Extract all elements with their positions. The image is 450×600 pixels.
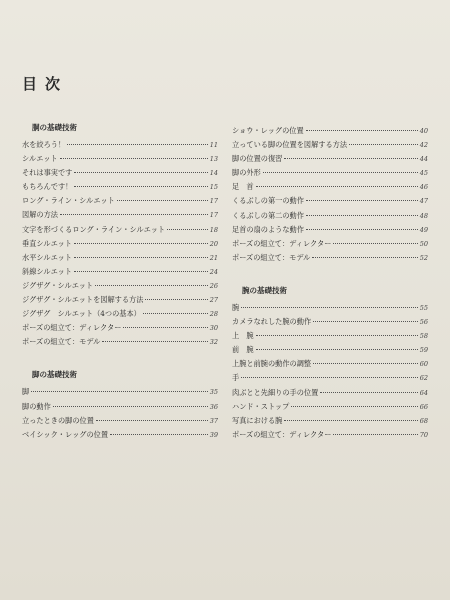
toc-entry-title: 上 腕 <box>232 331 254 341</box>
toc-page-number: 55 <box>419 303 428 312</box>
toc-entry-title: 腕 <box>232 302 240 312</box>
toc-page-number: 68 <box>419 416 428 425</box>
toc-entry <box>22 295 218 309</box>
toc-page-number: 35 <box>209 388 218 397</box>
dot-leader <box>313 321 418 322</box>
toc-entry-title: 脚 <box>22 387 30 397</box>
dot-leader <box>284 420 417 421</box>
dot-leader <box>284 158 417 159</box>
toc-entry <box>22 337 218 351</box>
toc-page-number: 26 <box>209 281 218 290</box>
dot-leader <box>306 215 418 216</box>
dot-leader <box>256 186 418 187</box>
toc-entry-title: ジグザグ・シルエットを図解する方法 <box>22 295 144 305</box>
toc-entry-title: ショウ・レッグの位置 <box>232 126 304 135</box>
toc-entry <box>22 168 218 182</box>
toc-page-number: 20 <box>209 239 218 248</box>
toc-entry <box>232 388 428 402</box>
toc-entry-title: 前 腕 <box>232 345 254 355</box>
toc-page-number: 27 <box>209 296 218 305</box>
dot-leader <box>306 229 418 230</box>
toc-page-number: 42 <box>419 141 428 150</box>
toc-entry-title: ポーズの組立て：モデル <box>22 337 101 347</box>
toc-section-heading: 腕の基礎技術 <box>242 285 287 295</box>
toc-entry-title: ロング・ライン・シルエット <box>22 196 115 206</box>
toc-entry-title: 斜線シルエット <box>22 266 72 276</box>
toc-page-number: 47 <box>419 197 428 206</box>
toc-entry <box>232 359 428 373</box>
dot-leader <box>256 349 418 350</box>
toc-entry-title: 手 <box>232 373 240 383</box>
dot-leader <box>241 377 418 378</box>
toc-entry <box>22 281 218 295</box>
toc-entry-title: 文字を形づくるロング・ライン・シルエット <box>22 224 166 234</box>
toc-page-number: 64 <box>419 388 428 397</box>
toc-entry-title: 水を絞ろう！ <box>22 140 66 149</box>
toc-page-number: 17 <box>209 197 218 206</box>
toc-entry-title: 立っている脚の位置を図解する方法 <box>232 140 348 150</box>
toc-entry-title: 図解の方法 <box>22 210 58 220</box>
dot-leader <box>74 172 207 173</box>
toc-section-heading: 胴の基礎技術 <box>32 123 77 132</box>
toc-entry-title: ジグザグ・シルエット <box>22 280 94 290</box>
toc-entry-title: ジグザグ シルエット（4つの基本） <box>22 309 141 319</box>
toc-page-number: 30 <box>209 324 218 333</box>
toc-entry <box>22 140 218 154</box>
dot-leader <box>74 243 208 244</box>
toc-entry-title: くるぶしの第二の動作 <box>232 210 304 220</box>
toc-entry-title: 脚の外形 <box>232 168 261 178</box>
toc-entry-title: 立ったときの脚の位置 <box>22 415 94 425</box>
dot-leader <box>263 172 418 173</box>
toc-entry-title: 上腕と前腕の動作の調整 <box>232 359 312 369</box>
toc-entry <box>232 140 428 154</box>
toc-page-number: 44 <box>419 155 428 164</box>
toc-page-number: 62 <box>419 374 428 383</box>
toc-entry <box>22 402 218 416</box>
dot-leader <box>320 392 417 393</box>
toc-entry <box>22 182 218 196</box>
toc-page-number: 58 <box>419 332 428 341</box>
toc-page-number: 50 <box>419 239 428 248</box>
toc-entry <box>232 168 428 182</box>
toc-entry <box>22 239 218 253</box>
toc-entry-title: 脚の動作 <box>22 401 51 411</box>
toc-entry-title: ベイシック・レッグの位置 <box>22 429 109 439</box>
toc-entry-title: もちろんです！ <box>22 182 73 192</box>
toc-page-number: 17 <box>209 211 218 220</box>
page-title: 目次 <box>22 75 69 93</box>
dot-leader <box>74 271 208 272</box>
toc-entry <box>232 211 428 225</box>
toc-entry <box>232 430 428 444</box>
toc-entry-title: ポーズの組立て：ディレクター <box>232 238 332 248</box>
toc-entry <box>232 154 428 168</box>
dot-leader <box>95 285 208 286</box>
dot-leader <box>167 229 208 230</box>
toc-entry-title: 肉ぶとと先細りの手の位置 <box>232 387 319 397</box>
toc-entry-title: くるぶしの第一の動作 <box>232 196 304 206</box>
toc-page-number: 39 <box>209 430 218 439</box>
toc-page-number: 49 <box>419 225 428 234</box>
dot-leader <box>96 420 208 421</box>
dot-leader <box>123 327 207 328</box>
toc-entry <box>232 345 428 359</box>
toc-entry <box>232 239 428 253</box>
dot-leader <box>333 434 417 435</box>
dot-leader <box>117 200 208 201</box>
toc-entry-title: カメラなれした腕の動作 <box>232 317 312 327</box>
toc-entry-title: それは事実です <box>22 168 73 178</box>
toc-entry-title: 写真における腕 <box>232 415 283 425</box>
toc-entry-title: ポーズの組立て：モデル <box>232 252 311 262</box>
toc-page-number: 14 <box>209 169 218 178</box>
dot-leader <box>102 341 207 342</box>
dot-leader <box>256 335 418 336</box>
toc-entry <box>232 416 428 430</box>
toc-entry <box>22 253 218 267</box>
toc-entry-title: ポーズの組立て：ディレクター <box>22 323 122 333</box>
toc-entry <box>22 387 218 401</box>
toc-entry <box>22 416 218 430</box>
dot-leader <box>60 158 208 159</box>
toc-section-heading: 脚の基礎技術 <box>32 370 77 380</box>
toc-entry <box>232 253 428 267</box>
toc-page-number: 56 <box>419 318 428 327</box>
toc-page-number: 28 <box>209 310 218 319</box>
toc-entry <box>22 196 218 210</box>
toc-page-number: 15 <box>209 183 218 192</box>
toc-page-number: 60 <box>419 360 428 369</box>
dot-leader <box>241 307 418 308</box>
dot-leader <box>143 313 208 314</box>
toc-right-column <box>232 126 428 444</box>
toc-page-number: 52 <box>419 253 428 262</box>
toc-entry <box>232 182 428 196</box>
dot-leader <box>306 200 418 201</box>
dot-leader <box>74 186 207 187</box>
toc-page-number: 36 <box>209 402 218 411</box>
toc-entry <box>232 196 428 210</box>
dot-leader <box>291 406 417 407</box>
toc-entry <box>22 225 218 239</box>
toc-entry <box>22 323 218 337</box>
dot-leader <box>145 299 207 300</box>
toc-entry <box>22 309 218 323</box>
toc-page-number: 11 <box>209 141 218 149</box>
toc-page-number: 70 <box>419 430 428 439</box>
toc-entry <box>232 126 428 140</box>
toc-entry-title: ハンド・ストップ <box>232 401 290 411</box>
toc-page-number: 21 <box>209 253 218 262</box>
toc-entry <box>22 210 218 224</box>
toc-page-number: 37 <box>209 416 218 425</box>
toc-page-number: 13 <box>209 155 218 164</box>
toc-entry <box>232 373 428 387</box>
toc-page-number: 45 <box>419 169 428 178</box>
toc-entry <box>22 267 218 281</box>
dot-leader <box>306 130 418 131</box>
toc-entry <box>232 331 428 345</box>
toc-entry <box>22 154 218 168</box>
toc-page-number: 66 <box>419 402 428 411</box>
toc-entry-title: 足 首 <box>232 182 254 192</box>
toc-entry <box>232 402 428 416</box>
toc-page-number: 32 <box>209 338 218 347</box>
toc-entry-title: シルエット <box>22 154 58 164</box>
dot-leader <box>313 363 418 364</box>
dot-leader <box>60 214 208 215</box>
toc-entry-title: 脚の位置の復習 <box>232 154 283 164</box>
toc-page-number: 48 <box>419 211 428 220</box>
toc-entry <box>232 225 428 239</box>
dot-leader <box>349 144 418 145</box>
toc-entry-title: 足首の扇のような動作 <box>232 224 304 234</box>
toc-entry <box>232 317 428 331</box>
toc-page-number: 46 <box>419 183 428 192</box>
toc-left-column <box>22 122 218 444</box>
toc-entry-title: ポーズの組立て：ディレクター <box>232 429 332 439</box>
dot-leader <box>312 257 417 258</box>
toc-page-number: 40 <box>419 127 428 135</box>
dot-leader <box>110 434 208 435</box>
toc-page-number: 59 <box>419 346 428 355</box>
toc-page-number: 24 <box>209 267 218 276</box>
dot-leader <box>333 243 417 244</box>
toc-entry-title: 垂直シルエット <box>22 238 72 248</box>
dot-leader <box>31 391 208 392</box>
toc-entry <box>232 303 428 317</box>
dot-leader <box>53 406 208 407</box>
toc-page-number: 18 <box>209 225 218 234</box>
toc-entry <box>22 430 218 444</box>
dot-leader <box>74 257 208 258</box>
toc-entry-title: 水平シルエット <box>22 252 72 262</box>
dot-leader <box>67 144 208 145</box>
